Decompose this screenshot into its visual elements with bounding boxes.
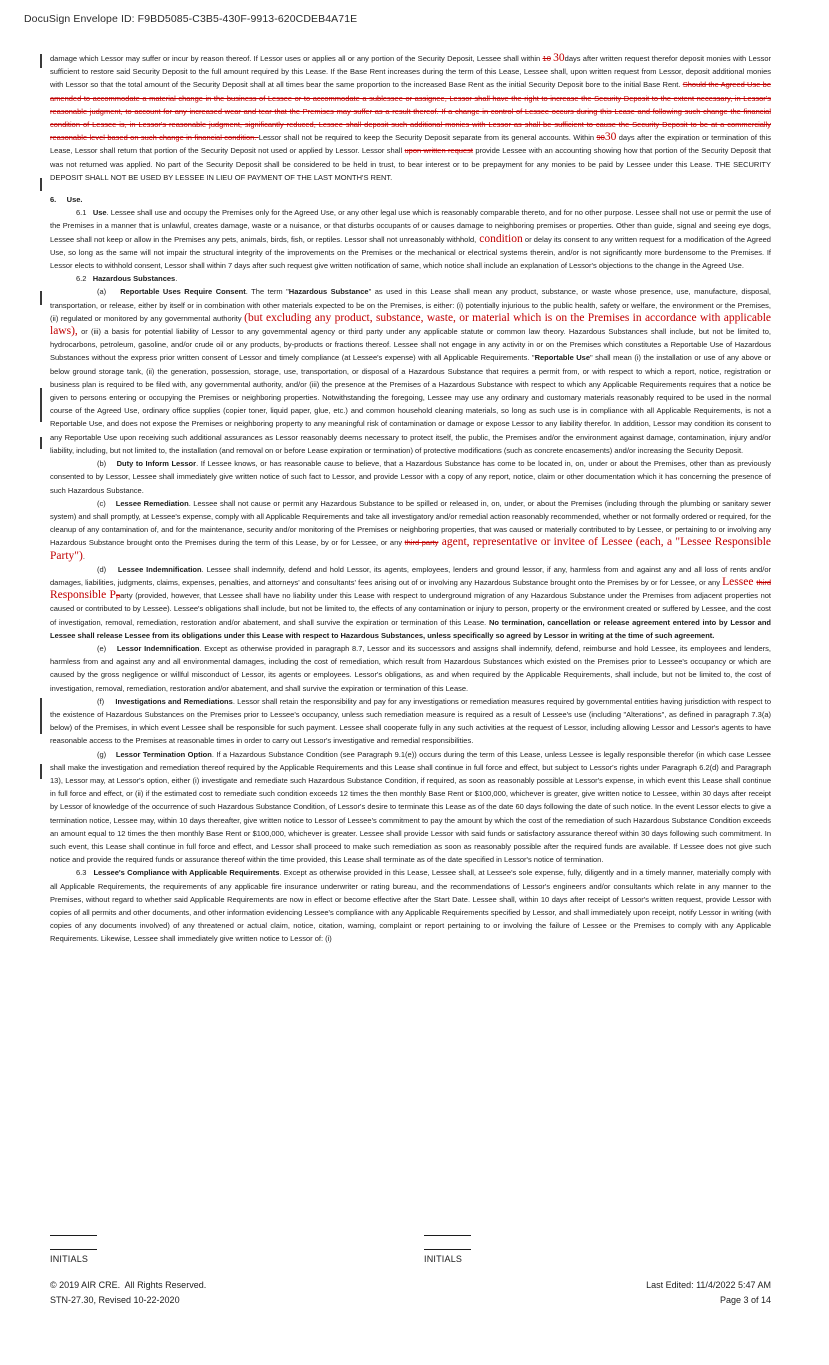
para-security-deposit <box>50 52 771 184</box>
para-6-2-e-lessor-indemnification-segment: . Except as otherwise provided in paragraph 8.7, Lessor and its successors and assigns shall indemnify, defend, reimburse and hold Lessee, its employees and lenders, harmless from and against any and all environmental damages, including the cost of remediation, which result from Hazardous Substances which existed on the Premises prior to Lessee's occupancy or which are caused by the gross negligence or willful misconduct of Lessor, its agents or employees. Lessor's obligations, as and when required by the Applicable Requirements, shall include, but not be limited to, the cost of investigation, removal, remediation, restoration and/or abatement, and shall survive the expiration or termination of this Lease. <box>50 643 771 693</box>
para-6-2-f-investigations-segment: . Lessor shall retain the responsibility and pay for any investigations or remediation measures required by governmental entities having jurisdiction with respect to the existence of Hazardous Substances on the Premises prior to Lessee's occupancy, unless such remediation measure is required as a result of Lessee's use (including "Alterations", as defined in paragraph 7.3(a) below) of the Premises, in which event Lessee shall be responsible for such payment. Lessee shall cooperate fully in any such activities at the request of Lessor, including allowing Lessor and Lessor's agents to have reasonable access to the Premises at reasonable times in order to carry out Lessor's investigative and remedial responsibilities. <box>50 696 772 746</box>
para-6-2-g-lessor-termination-option-segment: . If a Hazardous Substance Condition (see Paragraph 9.1(e)) occurs during the term of this Lease, unless Lessee is legally responsible therefor (in which case Lessee shall make the investigation and remediation thereof required by the Applicable Requirements and this Lease shall continue in full force and effect, but subject to Lessor's rights under Paragraph 6.2(d) and Paragraph 13), Lessor may, at Lessor's option, either (i) investigate and remediate such Hazardous Substance Condition, if required, as soon as reasonably possible at Lessor's expense, in which event this Lease shall continue in full force and effect, or (ii) if the estimated cost to remediate such condition exceeds 12 times the then monthly Base Rent or $100,000, whichever is greater, give written notice to Lessee, within 30 days after receipt by Lessor of knowledge of the occurrence of such Hazardous Substance Condition, of Lessor's desire to terminate this Lease as of the date 60 days following the date of such notice. In the event Lessor elects to give a termination notice, Lessee may, within 10 days thereafter, give written notice to Lessor of Lessee's commitment to pay the amount by which the cost of the remediation of such Hazardous Substance Condition exceeds an amount equal to 12 times the then monthly Base Rent or $100,000, whichever is greater. Lessee shall provide Lessor with said funds or satisfactory assurance thereof within 30 days following such commitment. In such event, this Lease shall continue in full force and effect, and Lessor shall proceed to make such remediation as soon as reasonably possible after the required funds are available. If Lessee does not give such notice and provide the required funds or assurance thereof within the time provided, this Lease shall terminate as of the date specified in Lessor's notice of termination. <box>50 749 771 865</box>
para-6-2-d-lessee-indemnification-segment: . Lessee shall indemnify, defend and hold Lessor, its agents, employees, lenders and ground lessor, if any, harmless from and against any and all loss of rents and/or damages, liabilities, judgments, claims, expenses, penalties, and attorneys' and consultants' fees arising out of or involving any Hazardous Substance brought onto the Premises by or for Lessee, or any <box>50 564 771 587</box>
initials-signature-line[interactable] <box>424 1236 471 1250</box>
para-6-2-e-lessor-indemnification <box>50 642 771 695</box>
initials-block-left <box>50 1222 110 1264</box>
para-6-2-a-reportable-uses <box>50 285 771 457</box>
para-6-2-e-lessor-indemnification-segment: (e) <box>97 643 117 653</box>
revision-bar <box>40 291 42 305</box>
para-6-3-compliance-segment: . Except as otherwise provided in this Lease, Lessee shall, at Lessee's sole expense, fully, diligently and in a timely manner, materially comply with all Applicable Requirements, the requirements of any applicable fire insurance underwriter or rating bureau, and the recommendations of Lessor's engineers and/or consultants which relate in any manner to the Premises, without regard to whether said Applicable Requirements are now in effect or become effective after the Start Date. Lessee shall, within 10 days after receipt of Lessor's written request, provide Lessor with copies of all permits and other documents, and other information evidencing Lessee's compliance with any Applicable Requirements specified by Lessor, and shall immediately upon receipt, notify Lessor in writing (with copies of any documents involved) of any threatened or actual claim, notice, citation, warning, complaint or report pertaining to or involving the failure of Lessee or the Premises to comply with any Applicable Requirements. Likewise, Lessee shall immediately give written notice to Lessor of: (i) <box>50 868 771 944</box>
document-body <box>50 52 771 946</box>
para-6-2-c-lessee-remediation-segment: third party <box>404 538 439 548</box>
para-6-3-compliance <box>50 866 771 945</box>
revision-bar <box>40 698 42 734</box>
page-number: Page 3 of 14 <box>719 1294 771 1305</box>
para-security-deposit-segment: days after written request therefor deposit monies with Lessor sufficient to restore said Security Deposit to the full amount required by this Lease. If the Base Rent increases during the term of this Lease, Lessee shall, upon written request from Lessor, deposit additional monies with Lessor so that the total amount of the Security Deposit shall at all times bear the same proportion to the increased Base Rent as the initial Security Deposit bore to the initial Base Rent. <box>50 54 771 90</box>
initials-signature-line[interactable] <box>50 1222 97 1236</box>
heading-section-6-use-segment: 6. Use. <box>50 195 83 205</box>
para-6-2-a-reportable-uses-segment: Reportable Use <box>534 353 591 363</box>
para-6-1-use-segment: condition <box>476 232 523 245</box>
revision-bar <box>40 437 42 449</box>
last-edited-timestamp: Last Edited: 11/4/2022 5:47 AM <box>646 1280 771 1290</box>
para-security-deposit-segment: Lessor shall not be required to keep the Security Deposit separate from its general accounts. Within <box>258 133 597 143</box>
para-6-2-a-reportable-uses-segment: . The term " <box>245 287 289 297</box>
para-6-2-g-lessor-termination-option <box>50 748 771 867</box>
para-6-2-c-lessee-remediation-segment: . <box>82 551 85 561</box>
revision-bar <box>40 54 42 68</box>
para-6-2-d-lessee-indemnification-segment: arty (provided, however, that Lessee shall have no liability under this Lease with respect to underground migration of any Hazardous Substance under the Premises from adjacent properties not caused or contributed to by Lessee). Lessee's obligations shall include, but not be limited to, the effects of any contamination or injury to person, property or the environment created or suffered by Lessee, and the cost of investigation, removal, remediation, restoration and/or abatement, and shall survive the expiration or termination of this Lease. <box>50 591 771 627</box>
para-6-1-use-segment: or delay its consent to any written request for a modification of the Agreed Use, so long as the same will not impair the structural integrity of the improvements on the Premises or the mechanical or electrical systems therein, and/or is not significantly more burdensome to the Premises. If Lessor elects to withhold consent, Lessor shall within 7 days after such request give written notification of same, which notice shall include an explanation of Lessor's objections to the change in the Agreed Use. <box>50 234 771 271</box>
para-6-2-a-reportable-uses-segment: " shall mean (i) the installation or use of any above or below ground storage tank, (ii) the generation, possession, storage, use, transportation, or disposal of a Hazardous Substance that requires a permit from, or with respect to which a report, notice, registration or business plan is required to be filed with, any governmental authority, and/or (iii) the presence at the Premises of a Hazardous Substance with respect to which any Applicable Requirements requires that a notice be given to persons entering or occupying the Premises or neighboring properties. Notwithstanding the foregoing, Lessee may use any ordinary and customary materials reasonably required to be used in the normal course of the Agreed Use, ordinary office supplies (copier toner, liquid paper, glue, etc.) and common household cleaning materials, so long as such use is in compliance with all Applicable Requirements, is not a Reportable Use, and does not expose the Premises or neighboring property to any meaningful risk of contamination or damage or expose Lessor to any liability therefor. In addition, Lessor may condition its consent to any Reportable Use upon receiving such additional assurances as Lessor reasonably deems necessary to protect itself, the public, the Premises and/or the environment against damage, contamination, injury and/or liability, including, but not limited to, the installation (and removal on or before Lease expiration or termination) of protective modifications (such as concrete encasements) and/or increasing the Security Deposit. <box>50 353 771 455</box>
para-6-2-d-lessee-indemnification-segment: Lessee <box>722 575 757 588</box>
initials-signature-line[interactable] <box>50 1236 97 1250</box>
para-6-2-b-duty-to-inform-segment: (b) <box>97 459 117 469</box>
initials-signature-line[interactable] <box>424 1222 471 1236</box>
para-security-deposit-segment: 90 <box>596 133 605 143</box>
revision-bar <box>40 178 42 191</box>
para-security-deposit-segment: 30 <box>604 131 617 144</box>
para-6-2-b-duty-to-inform-segment: Duty to Inform Lessor <box>116 459 197 469</box>
copyright-notice: © 2019 AIR CRE. All Rights Reserved. <box>50 1280 207 1290</box>
para-6-2-a-reportable-uses-segment: Hazardous Substance <box>288 287 369 297</box>
heading-section-6-use <box>50 193 771 206</box>
initials-area <box>50 1222 771 1278</box>
initials-label: INITIALS <box>424 1254 463 1264</box>
initials-label: INITIALS <box>50 1254 89 1264</box>
para-6-1-use <box>50 206 771 272</box>
para-6-2-hazardous-substances-segment: 6.2 <box>76 274 93 284</box>
para-6-2-c-lessee-remediation-segment: agent, representative or invitee of Lessee (each, a "Lessee Responsible Party") <box>50 536 771 562</box>
para-6-2-b-duty-to-inform <box>50 457 771 497</box>
para-6-1-use-segment: Use <box>92 208 107 218</box>
para-6-2-c-lessee-remediation-segment: . Lessee shall not cause or permit any Hazardous Substance to be spilled or released in, on, under, or about the Premises (including through the plumbing or sanitary sewer system) and shall promptly, at Lessee's expense, comply with all Applicable Requirements and take all investigatory and/or remedial action reasonably recommended, whether or not formally ordered or required, for the cleanup of any contamination of, and for the maintenance, security and/or monitoring of the Premises or neighboring properties, that was caused or materially contributed to by Lessee, or pertaining to or involving any Hazardous Substance brought onto the Premises during the term of this Lease, by or for Lessee, or any <box>50 498 771 548</box>
para-6-2-d-lessee-indemnification-segment: p <box>115 591 121 601</box>
para-6-2-d-lessee-indemnification <box>50 563 771 642</box>
para-6-2-a-reportable-uses-segment: or (iii) a basis for potential liability of Lessor to any governmental agency or third party under any applicable statute or common law theory. Hazardous Substances shall include, but not be limited to, hydrocarbons, petroleum, gasoline, and/or crude oil or any products, by-products or fractions thereof. Lessee shall not engage in any activity in or on the Premises which constitutes a Reportable Use of Hazardous Substances without the express prior written consent of Lessor and timely compliance (at Lessee's expense) with all Applicable Requirements. " <box>50 327 771 363</box>
para-6-2-d-lessee-indemnification-segment: third <box>756 577 771 587</box>
para-6-2-d-lessee-indemnification-segment: Responsible P <box>50 589 116 602</box>
para-6-2-hazardous-substances-segment: Hazardous Substances <box>92 274 176 284</box>
para-6-2-e-lessor-indemnification-segment: Lessor Indemnification <box>116 643 200 653</box>
para-6-2-hazardous-substances-segment: . <box>175 274 178 284</box>
para-security-deposit-segment: days after the expiration or termination of this Lease, Lessor shall return that portion of the Security Deposit not used or applied by Lessor. Lessor shall <box>50 133 771 156</box>
para-6-2-g-lessor-termination-option-segment: (g) <box>97 749 116 759</box>
para-6-3-compliance-segment: Lessee's Compliance with Applicable Requirements <box>93 868 280 878</box>
para-6-1-use-segment: 6.1 <box>76 208 93 218</box>
para-security-deposit-segment: provide Lessee with an accounting showing how that portion of the Security Deposit that was not returned was applied. No part of the Security Deposit shall be considered to be held in trust, to bear interest or to be prepayment for any monies to be paid by Lessee under this Lease. THE SECURITY DEPOSIT SHALL NOT BE USED BY LESSEE IN LIEU OF PAYMENT OF THE LAST MONTH'S RENT. <box>50 146 771 182</box>
para-security-deposit-segment: 30 <box>553 52 565 64</box>
para-security-deposit-segment: Should the Agreed Use be amended to accommodate a material change in the business of Lessee or to accommodate a sublessee or assignee, Lessor shall have the right to increase the Security Deposit to the extent necessary, in Lessor's reasonable judgment, to account for any increased wear and tear that the Premises may suffer as a result thereof. If a change in control of Lessee occurs during this Lease and following such change the financial condition of Lessee is, in Lessor's reasonable judgment, significantly reduced, Lessee shall deposit such additional monies with Lessor as shall be sufficient to cause the Security Deposit to be at a commercially reasonable level based on such change in financial condition. <box>50 80 771 143</box>
para-6-2-f-investigations-segment: Investigations and Remediations <box>115 696 233 706</box>
para-6-2-c-lessee-remediation <box>50 497 771 563</box>
para-6-2-f-investigations <box>50 695 771 748</box>
para-6-2-d-lessee-indemnification-segment: (d) <box>97 564 118 574</box>
initials-block-right <box>424 1222 484 1264</box>
para-6-2-a-reportable-uses-segment: (a) <box>97 287 121 297</box>
page-footer <box>50 1222 771 1307</box>
para-6-3-compliance-segment: 6.3 <box>76 868 94 878</box>
para-6-2-f-investigations-segment: (f) <box>97 696 116 706</box>
docusign-envelope-id: DocuSign Envelope ID: F9BD5085-C3B5-430F-9913-620CDEB4A71E <box>24 13 358 25</box>
revision-bar <box>40 388 42 422</box>
para-6-2-g-lessor-termination-option-segment: Lessor Termination Option <box>115 749 212 759</box>
para-6-2-c-lessee-remediation-segment: (c) <box>97 498 116 508</box>
para-6-2-d-lessee-indemnification-segment: Lessee Indemnification <box>117 564 202 574</box>
para-6-2-c-lessee-remediation-segment: Lessee Remediation <box>115 498 189 508</box>
para-6-2-d-lessee-indemnification-segment: No termination, cancellation or release agreement entered into by Lessor and Lessee shall release Lessee from its obligations under this Lease with respect to Hazardous Substances, unless specifically so agreed by Lessor in writing at the time of such agreement. <box>50 617 771 640</box>
revision-bar <box>40 764 42 779</box>
para-security-deposit-segment: upon written request <box>404 146 473 156</box>
para-security-deposit-segment: damage which Lessor may suffer or incur by reason thereof. If Lessor uses or applies all or any portion of the Security Deposit, Lessee shall within <box>50 54 543 63</box>
para-security-deposit-segment: 10 <box>542 54 551 63</box>
para-6-2-hazardous-substances <box>50 272 771 285</box>
para-6-1-use-segment: . Lessee shall use and occupy the Premises only for the Agreed Use, or any other legal use which is reasonably comparable thereto, and for no other purpose. Lessee shall not use or permit the use of the Premises in a manner that is unlawful, creates damage, waste or a nuisance, or that disturbs occupants of or causes damage to neighboring premises or properties. Other than guide, signal and seeing eye dogs, Lessee shall not keep or allow in the Premises any pets, animals, birds, fish, or reptiles. Lessor shall not unreasonably withhold, <box>50 208 771 244</box>
form-version: STN-27.30, Revised 10-22-2020 <box>50 1294 180 1305</box>
para-6-2-a-reportable-uses-segment: Reportable Uses Require Consent <box>120 287 246 297</box>
para-6-2-b-duty-to-inform-segment: . If Lessee knows, or has reasonable cause to believe, that a Hazardous Substance has come to be located in, on, under or about the Premises, other than as previously consented to by Lessor, Lessee shall immediately give written notice of such fact to Lessor, and provide Lessor with a copy of any report, notice, claim or other documentation which it has concerning the presence of such Hazardous Substance. <box>50 459 771 495</box>
para-6-2-a-reportable-uses-segment: (but excluding any product, substance, waste, or material which is on the Premises in accordance with applicable laws), <box>50 311 771 338</box>
para-6-2-a-reportable-uses-segment: " as used in this Lease shall mean any product, substance, or waste whose presence, use, manufacture, disposal, transportation, or release, either by itself or in combination with other materials expected to be on the Premises, is either: (i) potentially injurious to the public health, safety or welfare, the environment or the Premises, (ii) regulated or monitored by any governmental authority <box>50 287 771 323</box>
